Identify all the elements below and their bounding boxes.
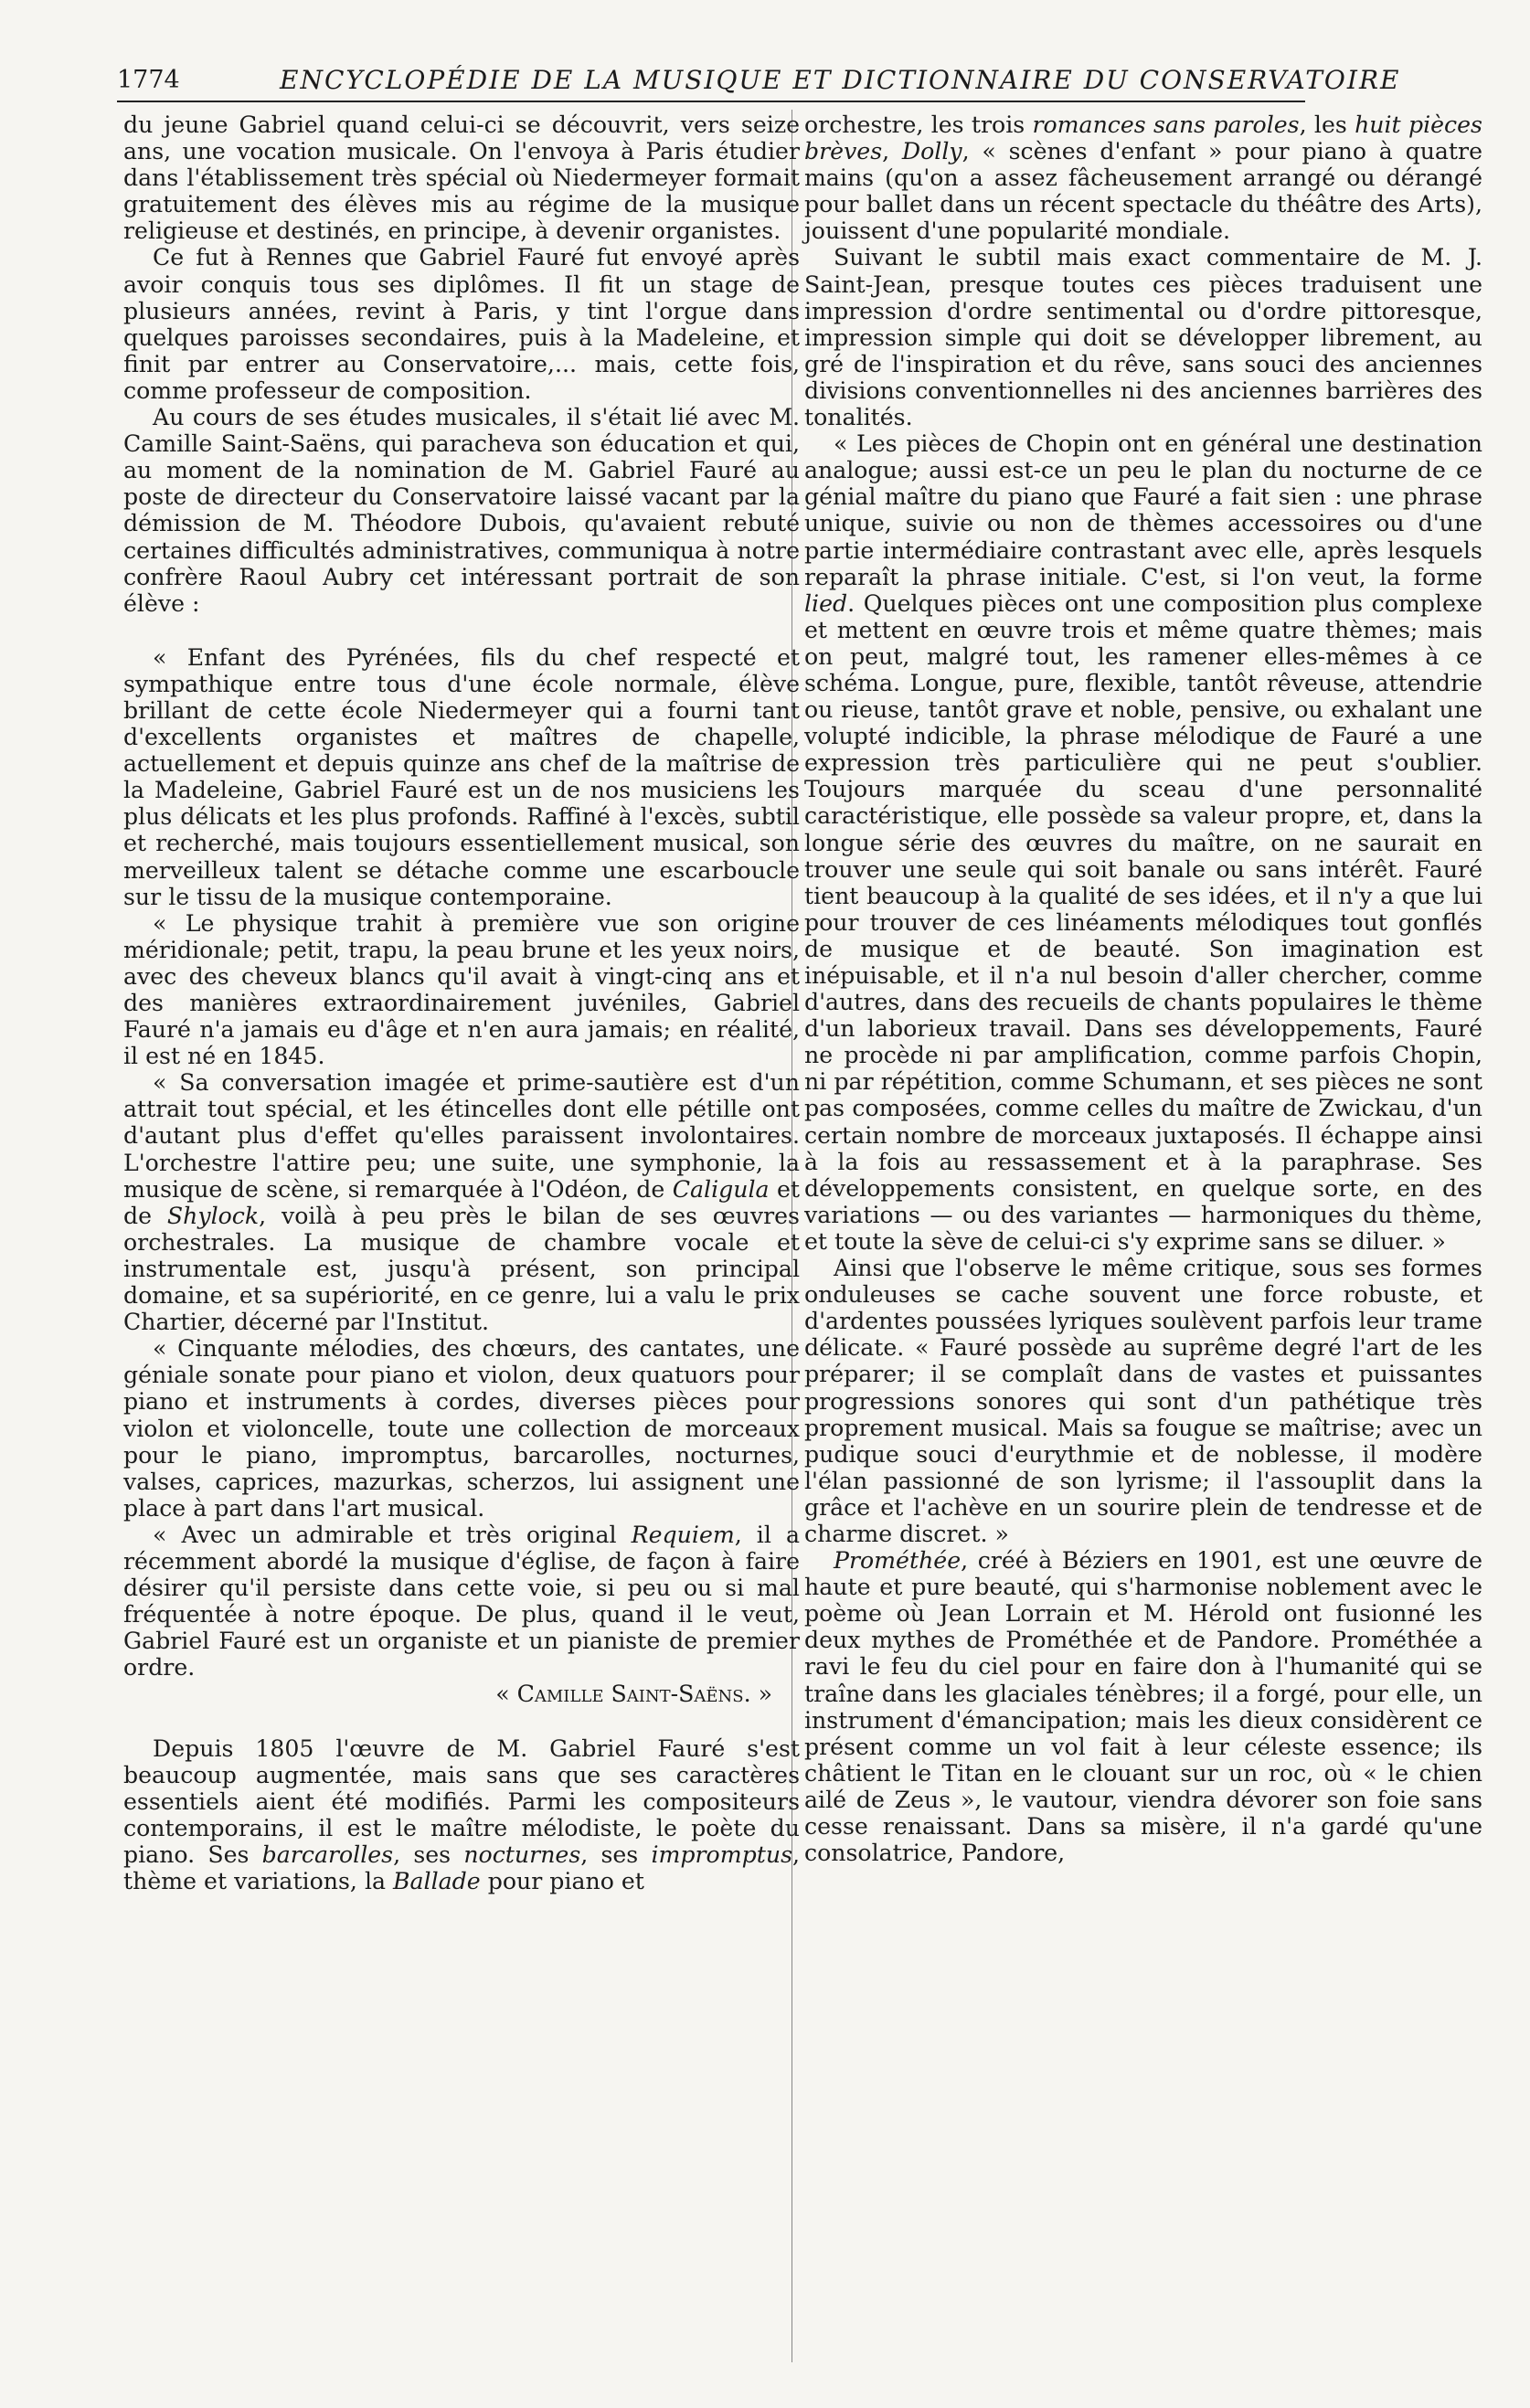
paragraph: Au cours de ses études musicales, il s'était lié avec M. Camille Saint-Saëns, qui paracheva son éducation et qui, au moment de la nomination de M. Gabriel Fauré au poste de directeur du Conservatoire laissé vacant par la démission de M. Théodore Dubois, qu'avaient rebuté certaines difficultés administratives, communiqua à notre confrère Raoul Aubry cet intéressant portrait de son élève :: [123, 404, 800, 617]
left-column: [123, 111, 800, 1894]
quote-paragraph: « Le physique trahit à première vue son origine méridionale; petit, trapu, la peau brune et les yeux noirs, avec des cheveux blancs qu'il avait à vingt-cinq ans et des manières extraordinairement juvéniles, Gabriel Fauré n'a jamais eu d'âge et n'en aura jamais; en réalité, il est né en 1845.: [123, 909, 800, 1070]
work-title: Shylock: [166, 1202, 260, 1229]
text-run: « Avec un admirable et très original: [153, 1521, 632, 1548]
paragraph: [804, 1547, 1482, 1866]
work-title: Dolly: [901, 138, 962, 165]
page-number: 1774: [117, 66, 180, 94]
text-run: « Sa conversation imagée et prime-sautière est d'un attrait tout spécial, et les étincelles dont elle pétille ont d'autant plus d'effet qu'elles paraissent involontaires. L'orchestre l'attire peu; une suite, une symphonie, la musique de scène, si remarquée à l'Odéon, de: [123, 1069, 800, 1203]
paragraph: [804, 111, 1482, 244]
work-title: Prométhée: [834, 1547, 962, 1575]
work-title: lied: [804, 589, 848, 617]
text-run: , thème et variations, la: [123, 1840, 801, 1894]
right-column: [804, 111, 1482, 1866]
paragraph: Suivant le subtil mais exact commentaire de M. J. Saint-Jean, presque toutes ces pièces traduisent une impression d'ordre sentimental ou d'ordre pittoresque, impression simple qui doit se développer librement, au gré de l'inspiration et du rêve, sans souci des anciennes divisions conventionnelles ni des anciennes barrières des tonalités.: [804, 244, 1482, 431]
quote-paragraph: « Enfant des Pyrénées, fils du chef respecté et sympathique entre tous d'une école normale, élève brillant de cette école Niedermeyer qui a fourni tant d'excellents organistes et maîtres de chapelle, actuellement et depuis quinze ans chef de la maîtrise de la Madeleine, Gabriel Fauré est un de nos musiciens les plus délicats et les plus profonds. Raffiné à l'excès, subtil et recherché, mais toujours essentiellement musical, son merveilleux talent se détache comme une escarboucle sur le tissu de la musique contemporaine.: [123, 643, 800, 910]
work-title: impromptus: [651, 1840, 792, 1868]
spacer: [123, 1708, 800, 1735]
text-run: Depuis 1805 l'œuvre de M. Gabriel Fauré s'est beaucoup augmentée, mais sans que ses caractères essentiels aient été modifiés. Parmi les compositeurs contemporains, il est le maître mélodiste, le poète du piano. Ses: [123, 1734, 800, 1868]
text-run: pour piano et: [480, 1868, 644, 1894]
text-run: orchestre, les trois: [804, 111, 1033, 138]
text-run: « Les pièces de Chopin ont en général une destination analogue; aussi est-ce un peu le plan du nocturne de ce génial maître du piano que Fauré a fait sien : une phrase unique, suivie ou non de thèmes accessoires ou d'une partie intermédiaire contrastant avec elle, après lesquels reparaît la phrase initiale. C'est, si l'on veut, la forme: [804, 430, 1482, 590]
work-title: huit pièces brèves: [804, 111, 1482, 165]
text-run: , les: [1299, 111, 1355, 138]
text-run: , « scènes d'enfant » pour piano à quatre mains (qu'on a assez fâcheusement arrangé ou dérangé pour ballet dans un récent spectacle du théâtre des Arts), jouissent d'une popularité mondiale.: [804, 138, 1482, 245]
paragraph: du jeune Gabriel quand celui-ci se découvrit, vers seize ans, une vocation musicale. On l'envoya à Paris étudier dans l'établissement très spécial où Niedermeyer formait gratuitement des élèves mis au régime de la musique religieuse et destinés, en principe, à devenir organistes.: [123, 111, 800, 245]
paragraph: Ainsi que l'observe le même critique, sous ses formes onduleuses se cache souvent une force robuste, et d'ardentes poussées lyriques soulèvent parfois leur trame délicate. « Fauré possède au suprême degré l'art de les préparer; il se complaît dans de vastes et puissantes progressions sonores qui sont d'un pathétique très proprement musical. Mais sa fougue se maîtrise; avec un pudique souci d'eurythmie et de noblesse, il modère l'élan passionné de son lyrisme; il l'assouplit dans la grâce et l'achève en un sourire plein de tendresse et de charme discret. »: [804, 1255, 1482, 1547]
work-title: Ballade: [393, 1868, 481, 1894]
text-run: , créé à Béziers en 1901, est une œuvre de haute et pure beauté, qui s'harmonise noblement avec le poème où Jean Lorrain et M. Hérold ont fusionné les deux mythes de Prométhée et de Pandore. Prométhée a ravi le feu du ciel pour en faire don à l'humanité qui se traîne dans les glaciales ténèbres; il a forgé, pour elle, un instrument d'émancipation; mais les dieux considèrent ce présent comme un vol fait à leur céleste essence; ils châtient le Titan en le clouant sur un roc, où « le chien ailé de Zeus », le vautour, viendra dévorer son foie sans cesse renaissant. Dans sa misère, il n'a gardé qu'une consolatrice, Pandore,: [804, 1547, 1482, 1867]
work-title: romances sans paroles: [1032, 111, 1300, 138]
quote-paragraph: « Cinquante mélodies, des chœurs, des cantates, une géniale sonate pour piano et violon, deux quatuors pour piano et instruments à cordes, diverses pièces pour violon et violoncelle, toute une collection de morceaux pour le piano, impromptus, barcarolles, nocturnes, valses, caprices, mazurkas, scherzos, lui assignent une place à part dans l'art musical.: [123, 1335, 800, 1522]
text-run: et de: [123, 1175, 800, 1229]
spacer: [123, 617, 800, 644]
text-run: . Quelques pièces ont une composition plus complexe et mettent en œuvre trois et même quatre thèmes; mais on peut, malgré tout, les ramener elles-mêmes à ce schéma. Longue, pure, flexible, tantôt rêveuse, attendrie ou rieuse, tantôt grave et noble, pensive, ou exhalant une volupté indicible, la phrase mélodique de Fauré a une expression très particulière qui ne peut s'oublier. Toujours marquée du sceau d'une personnalité caractéristique, elle possède sa valeur propre, et, dans la longue série des œuvres du maître, on ne saurait en trouver une seule qui soit banale ou sans intérêt. Fauré tient beaucoup à la qualité de ses idées, et il n'y a que lui pour trouver de ces linéaments mélodiques tout gonflés de musique et de beauté. Son imagination est inépuisable, et il n'a nul besoin d'aller chercher, comme d'autres, dans des recueils de chants populaires le thème d'un laborieux travail. Dans ses développements, Fauré ne procède ni par amplification, comme parfois Chopin, ni par répétition, comme Schumann, et ses pièces ne sont pas composées, comme celles du maître de Zwickau, d'un certain nombre de morceaux juxtaposés. Il échappe ainsi à la fois au ressassement et à la paraphrase. Ses développements consistent, en quelque sorte, en des variations — ou des variantes — harmoniques du thème, et toute la sève de celui-ci s'y exprime sans se diluer. »: [804, 589, 1482, 1255]
quote-paragraph: [804, 430, 1482, 1255]
quote-signature: « Camille Saint-Saëns. »: [495, 1681, 772, 1708]
quote-paragraph: [123, 1069, 800, 1335]
text-run: , voilà à peu près le bilan de ses œuvres orchestrales. La musique de chambre vocale et instrumentale est, jusqu'à présent, son principal domaine, et sa supériorité, en ce genre, lui a valu le prix Chartier, décerné par l'Institut.: [123, 1202, 800, 1336]
paragraph: Ce fut à Rennes que Gabriel Fauré fut envoyé après avoir conquis tous ses diplômes. Il fit un stage de plusieurs années, revint à Paris, y tint l'orgue dans quelques paroisses secondaires, puis à la Madeleine, et finit par entrer au Conservatoire,... mais, cette fois, comme professeur de composition.: [123, 244, 800, 404]
quote-paragraph: [123, 1522, 800, 1681]
running-title: ENCYCLOPÉDIE DE LA MUSIQUE ET DICTIONNAIRE DU CONSERVATOIRE: [280, 65, 1401, 95]
work-title: nocturnes: [463, 1840, 581, 1868]
text-run: ,: [882, 138, 902, 165]
text-run: , ses: [393, 1840, 464, 1868]
work-title: Requiem: [631, 1521, 735, 1548]
work-title: Caligula: [672, 1175, 770, 1203]
text-run: , ses: [580, 1840, 652, 1868]
page-header: [117, 64, 1401, 102]
work-title: barcarolles: [261, 1840, 394, 1868]
paragraph: [123, 1735, 800, 1895]
text-run: , il a récemment abordé la musique d'église, de façon à faire désirer qu'il persiste dans cette voie, si peu ou si mal fréquentée à notre époque. De plus, quand il le veut, Gabriel Fauré est un organiste et un pianiste de premier ordre.: [123, 1521, 800, 1681]
